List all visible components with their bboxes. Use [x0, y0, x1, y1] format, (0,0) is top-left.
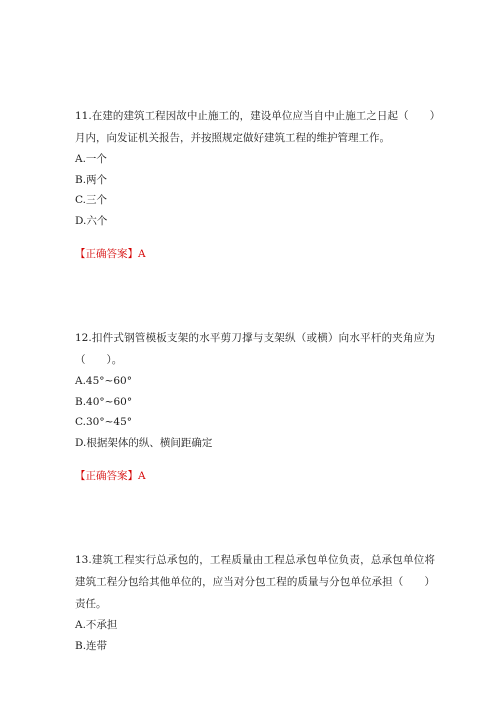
option-c: C.三个: [75, 194, 107, 206]
answer-label: 【正确答案】: [75, 470, 138, 482]
option-d: D.六个: [75, 214, 108, 227]
option-d: D.根据架体的纵、横间距确定: [75, 436, 213, 449]
question-13: [75, 549, 435, 656]
answer-12: [75, 466, 146, 486]
answer-11: [75, 244, 146, 264]
option-b: B.两个: [75, 173, 108, 186]
question-stem: 13.建筑工程实行总承包的，工程质量由工程总承包单位负责，总承包单位将建筑工程分包给其他单位的，应当对分包工程的质量与分包单位承担（ ）责任。: [75, 554, 435, 610]
option-a: A.不承担: [75, 619, 118, 631]
answer-label: 【正确答案】: [75, 248, 138, 260]
question-stem: 12.扣件式钢管模板支架的水平剪刀撑与支架纵（或横）向水平杆的夹角应为（ ）。: [75, 332, 435, 366]
option-b: B.40°~60°: [75, 395, 133, 408]
option-a: A.45°~60°: [75, 375, 132, 387]
option-a: A.一个: [75, 153, 107, 165]
option-b: B.连带: [75, 639, 108, 652]
question-stem: 11.在建的建筑工程因故中止施工的，建设单位应当自中止施工之日起（ ）月内，向发证机关报告，并按照规定做好建筑工程的维护管理工作。: [75, 110, 435, 144]
answer-value: A: [138, 470, 146, 482]
answer-value: A: [138, 248, 146, 260]
option-c: C.30°~45°: [75, 416, 133, 428]
question-12: [75, 327, 435, 453]
question-11: [75, 105, 435, 231]
